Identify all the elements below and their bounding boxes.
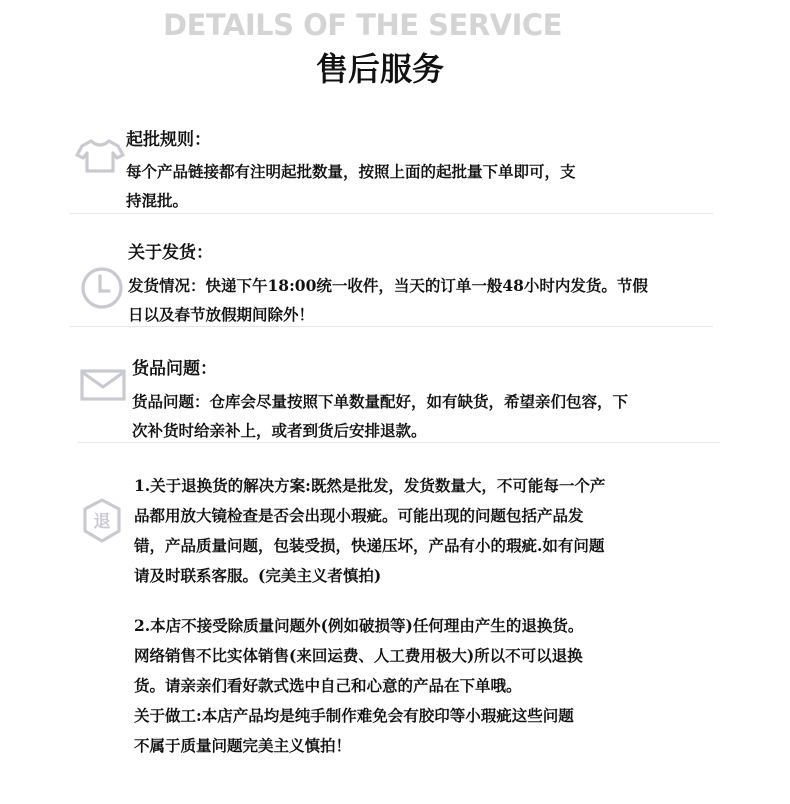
- section-divider: [78, 442, 720, 443]
- text-line: 货品问题：仓库会尽量按照下单数量配好，如有缺货，希望亲们包容，下: [132, 392, 629, 411]
- text-line: 2.本店不接受除质量问题外(例如破损等)任何理由产生的退换货。: [134, 616, 584, 635]
- service-title-en: DETAILS OF THE SERVICE: [163, 8, 562, 42]
- section-heading-shipping: 关于发货：: [128, 243, 213, 263]
- text-line: 货。请亲亲们看好款式选中自己和心意的产品在下单哦。: [134, 676, 522, 695]
- section-divider: [70, 326, 713, 327]
- text-line: 网络销售不比实体销售(来回运费、人工费用极大)所以不可以退换: [134, 646, 583, 665]
- service-title-cn: 售后服务: [315, 50, 444, 88]
- clock-icon: [80, 266, 124, 310]
- text-line: 每个产品链接都有注明起批数量，按照上面的起批量下单即可，支: [126, 162, 576, 181]
- return-badge-label: 退: [93, 512, 111, 532]
- text-line: 关于做工:本店产品均是纯手制作难免会有胶印等小瑕疵这些问题: [134, 706, 574, 725]
- text-line: 日以及春节放假期间除外！: [128, 305, 315, 324]
- tshirt-icon: [74, 138, 126, 174]
- text-line: 发货情况：快递下午18:00统一收件，当天的订单一般48小时内发货。节假: [128, 276, 648, 295]
- text-line: 请及时联系客服。(完美主义者慎拍): [134, 566, 382, 585]
- text-line: 次补货时给亲补上，或者到货后安排退款。: [132, 421, 427, 440]
- section-text-goods-issues: [132, 387, 732, 445]
- section-text-returns: [134, 471, 714, 591]
- section-heading-goods-issues: 货品问题：: [132, 359, 217, 379]
- return-policy-note: [134, 611, 714, 761]
- text-line: 品都用放大镜检查是否会出现小瑕疵。可能出现的问题包括产品发: [134, 506, 584, 525]
- section-heading-batch-rules: 起批规则：: [126, 130, 211, 150]
- text-line: 不属于质量问题完美主义慎拍！: [134, 736, 352, 755]
- return-badge-icon: [80, 497, 124, 545]
- text-line: 错，产品质量问题，包装受损，快递压坏，产品有小的瑕疵.如有问题: [134, 536, 605, 555]
- section-text-batch-rules: [126, 157, 686, 215]
- envelope-icon: [80, 369, 126, 401]
- text-line: 1.关于退换货的解决方案:既然是批发，发货数量大，不可能每一个产: [134, 476, 606, 495]
- text-line: 持混批。: [126, 191, 189, 210]
- section-text-shipping: [128, 271, 728, 329]
- section-divider: [70, 213, 713, 214]
